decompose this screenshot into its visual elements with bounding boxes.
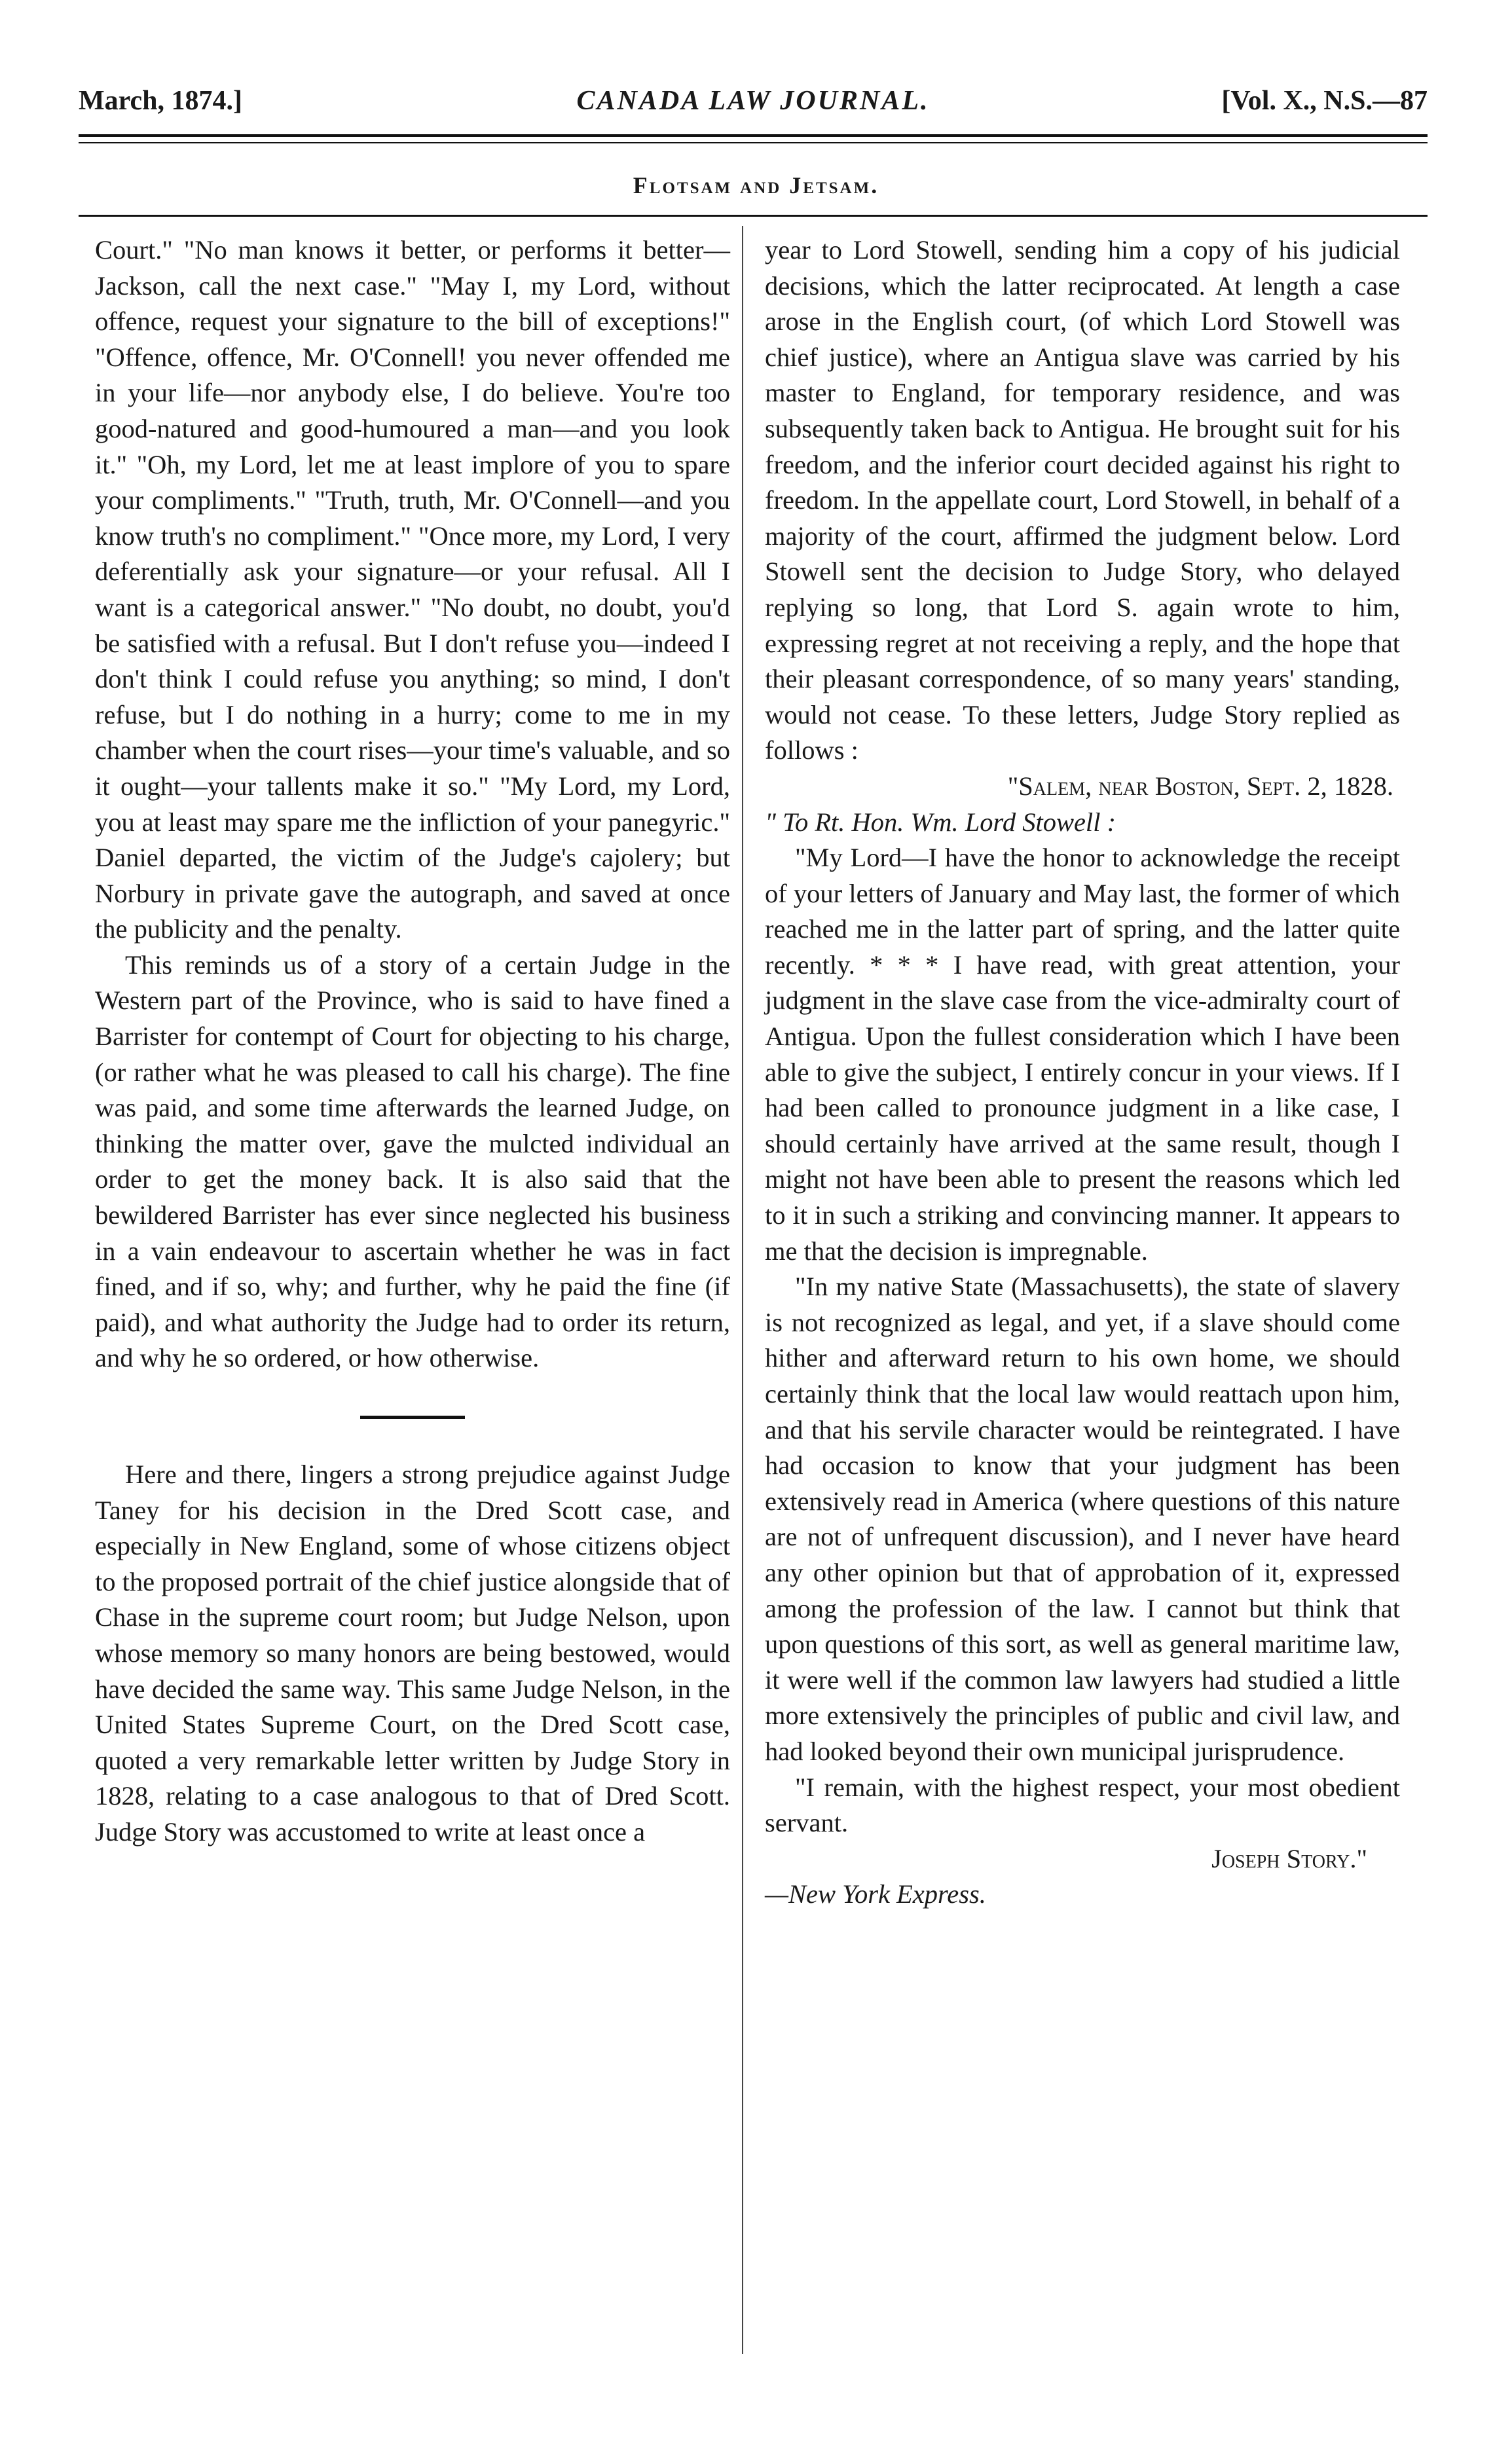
header-rule xyxy=(79,134,1428,143)
header-volume: [Vol. X., N.S.—87 xyxy=(1221,86,1428,116)
article-separator xyxy=(360,1416,465,1419)
paragraph-norbury-anecdote: Court." "No man knows it better, or performs it better—Jackson, call the next case." "May I, my Lord, without offence, request your signature to the bill of exceptions!" "Offence, offence, Mr. O'Connell! you never offended me in your life—nor anybody else, I do believe. You're too good-natured and good-humoured a man—and you look it." "Oh, my Lord, let me at least implore of you to spare your compliments." "Truth, truth, Mr. O'Connell—and you know truth's no compliment." "Once more, my Lord, I very deferentially ask your signature—or your refusal. All I want is a categorical answer." "No doubt, no doubt, you'd be satisfied with a refusal. But I don't refuse you—indeed I don't think I could refuse you anything; so mind, I don't refuse, but I do nothing in a hurry; come to me in my chamber when the court rises—your time's valuable, and so it ought—your tallents make it so." "My Lord, my Lord, you at least may spare me the infliction of your panegyric." Daniel departed, the victim of the Judge's cajolery; but Norbury in private gave the autograph, and saved at once the publicity and the penalty. xyxy=(95,235,730,944)
letter-dateline: "Salem, near Boston, Sept. 2, 1828. xyxy=(1007,771,1393,801)
left-column xyxy=(95,232,730,1850)
letter-signature: Joseph Story." xyxy=(1211,1843,1367,1873)
paragraph-dred-scott: Here and there, lingers a strong prejudice against Judge Taney for his decision in the Dred Scott case, and especially in New England, some of whose citizens object to the proposed portrait of the chief justice alongside that of Chase in the supreme court room; but Judge Nelson, upon whose memory so many honors are being bestowed, would have decided the same way. This same Judge Nelson, in the United States Supreme Court, on the Dred Scott case, quoted a very remarkable letter written by Judge Story in 1828, relating to a case analogous to that of Dred Scott. Judge Story was accustomed to write at least once a xyxy=(95,1460,730,1847)
right-column xyxy=(765,232,1400,1913)
header-date: March, 1874.] xyxy=(79,86,243,116)
running-header xyxy=(79,85,1428,131)
section-rule xyxy=(79,215,1428,217)
letter-paragraph-2: "In my native State (Massachusetts), the state of slavery is not recognized as legal, and yet, if a slave should come hither and afterward return to his own home, we should certainly think that the local law would reattach upon him, and that his servile character would be reintegrated. I have had occasion to know that your judgment has been extensively read in America (where questions of this nature are not of unfrequent discussion), and I never have heard any other opinion but that of approbation of it, expressed among the profession of the law. I cannot but think that upon questions of this sort, as well as general maritime law, it were well if the common law lawyers had studied a little more extensively the principles of public and civil law, and had looked beyond their own municipal jurisprudence. xyxy=(765,1272,1400,1766)
paragraph-western-judge: This reminds us of a story of a certain Judge in the Western part of the Province, who is said to have fined a Barrister for contempt of Court for objecting to his charge, (or rather what he was pleased to call his charge). The fine was paid, and some time afterwards the learned Judge, on thinking the matter over, gave the mulcted individual an order to get the money back. It is also said that the bewildered Barrister has ever since neglected his business in a vain endeavour to ascertain whether he was in fact fined, and if so, why; and further, why he paid the fine (if paid), and what authority the Judge had to order its return, and why he so ordered, or how otherwise. xyxy=(95,949,730,1373)
section-title: Flotsam and Jetsam. xyxy=(633,172,879,198)
letter-salutation: " To Rt. Hon. Wm. Lord Stowell : xyxy=(765,807,1116,837)
column-divider xyxy=(742,226,743,2354)
paragraph-stowell-correspondence: year to Lord Stowell, sending him a copy of his judicial decisions, which the latter reciprocated. At length a case arose in the English court, (of which Lord Stowell was chief justice), where an Antigua slave was carried by his master to England, for temporary residence, and was subsequently taken back to Antigua. He brought suit for his freedom, and the inferior court decided against his right to freedom. In the appellate court, Lord Stowell, in behalf of a majority of the court, affirmed the judgment below. Lord Stowell sent the decision to Judge Story, who delayed replying so long, that Lord S. again wrote to him, expressing regret at not receiving a reply, and the hope that their pleasant correspondence, of so many years' standing, would not cease. To these letters, Judge Story replied as follows : xyxy=(765,235,1400,765)
letter-paragraph-1: "My Lord—I have the honor to acknowledge the receipt of your letters of January and May last, the former of which reached me in the latter part of spring, and the latter quite recently. * * * I have read, with great attention, your judgment in the slave case from the vice-admiralty court of Antigua. Upon the fullest consideration which I have been able to give the subject, I entirely concur in your views. If I had been called to pronounce judgment in a like case, I should certainly have arrived at the same result, though I might not have been able to present the reasons which led to it in such a striking and convincing manner. It appears to me that the decision is impregnable. xyxy=(765,843,1400,1266)
header-journal-title: CANADA LAW JOURNAL. xyxy=(576,86,930,116)
letter-closing: "I remain, with the highest respect, your most obedient servant. xyxy=(765,1772,1400,1838)
source-attribution: —New York Express. xyxy=(765,1879,986,1909)
